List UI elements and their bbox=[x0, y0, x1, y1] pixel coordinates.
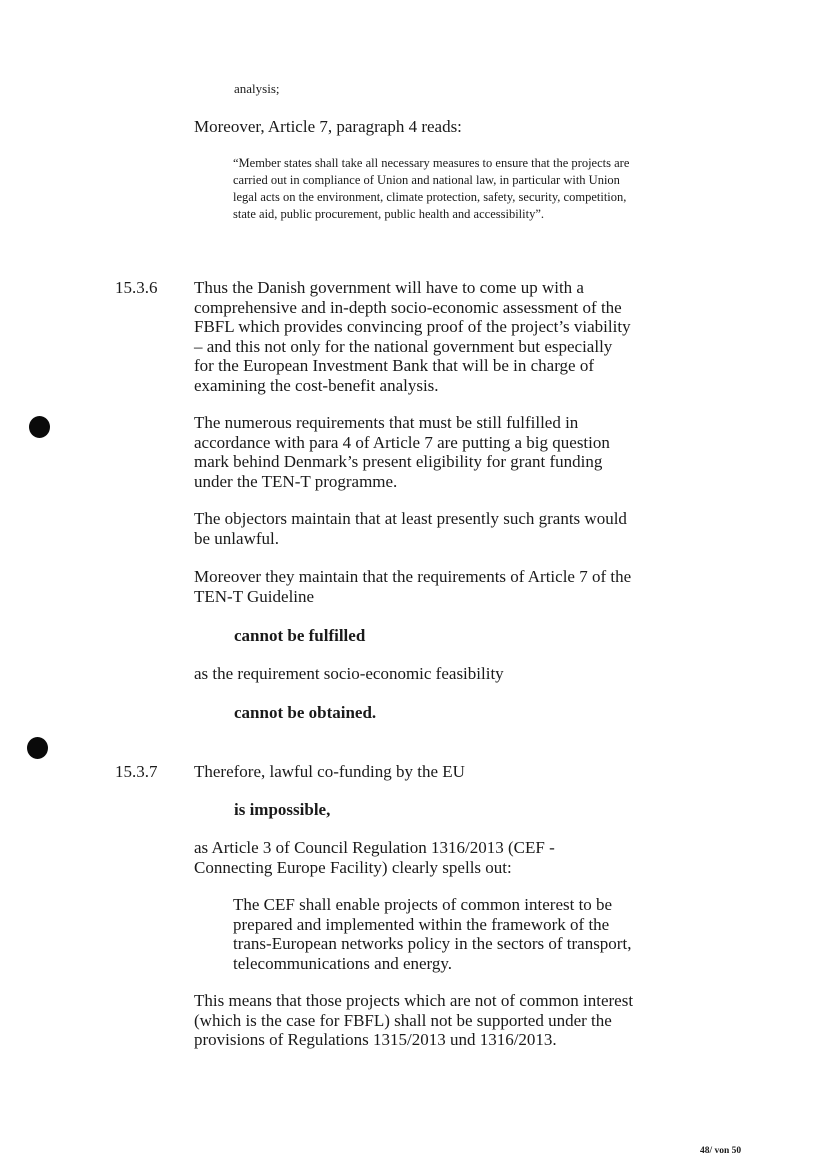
section-15-3-7-paragraph-3: This means that those projects which are not of common interest (which is the case for FBFL) shall not be supported under the provisions of Regulations 1315/2013 und 1316/2013. bbox=[194, 991, 634, 1049]
continuation-line: analysis; bbox=[234, 81, 280, 96]
section-15-3-6-paragraph-3: The objectors maintain that at least presently such grants would be unlawful. bbox=[194, 509, 627, 548]
section-number-15-3-7: 15.3.7 bbox=[115, 762, 158, 781]
section-number-15-3-6: 15.3.6 bbox=[115, 278, 158, 297]
emphasis-cannot-be-fulfilled: cannot be fulfilled bbox=[234, 626, 366, 645]
page-number: 48/ von 50 bbox=[700, 1146, 742, 1156]
punch-hole-top bbox=[29, 416, 50, 438]
section-15-3-6-paragraph-2: The numerous requirements that must be still fulfilled in accordance with para 4 of Article 7 are putting a big question mark behind Denmark’s present eligibility for grant funding under the TEN-T programme. bbox=[194, 413, 610, 491]
emphasis-is-impossible: is impossible, bbox=[234, 800, 331, 819]
section-15-3-6-paragraph-4: Moreover they maintain that the requirements of Article 7 of the TEN-T Guideline bbox=[194, 567, 632, 606]
punch-hole-bottom bbox=[27, 737, 48, 759]
section-15-3-6-paragraph-1: Thus the Danish government will have to come up with a comprehensive and in-depth socio-economic assessment of the FBFL which provides convincing proof of the project’s viability – and this not only for the national government but especially for the European Investment Bank that will be in charge of examining the cost-benefit analysis. bbox=[194, 278, 631, 395]
section-15-3-7-paragraph-2: as Article 3 of Council Regulation 1316/2013 (CEF - Connecting Europe Facility) clearly spells out: bbox=[194, 838, 555, 877]
article7-intro: Moreover, Article 7, paragraph 4 reads: bbox=[194, 117, 462, 136]
section-15-3-6-paragraph-5: as the requirement socio-economic feasibility bbox=[194, 664, 504, 683]
section-15-3-7-paragraph-1: Therefore, lawful co-funding by the EU bbox=[194, 762, 465, 781]
cef-quote: The CEF shall enable projects of common interest to be prepared and implemented within the framework of the trans-European networks policy in the sectors of transport, telecommunications and energy. bbox=[233, 895, 632, 973]
article7-quote: “Member states shall take all necessary measures to ensure that the projects are carried out in compliance of Union and national law, in particular with Union legal acts on the environment, climate protection, safety, security, competition, state aid, public procurement, public health and accessibility”. bbox=[233, 156, 630, 221]
emphasis-cannot-be-obtained: cannot be obtained. bbox=[234, 703, 377, 722]
